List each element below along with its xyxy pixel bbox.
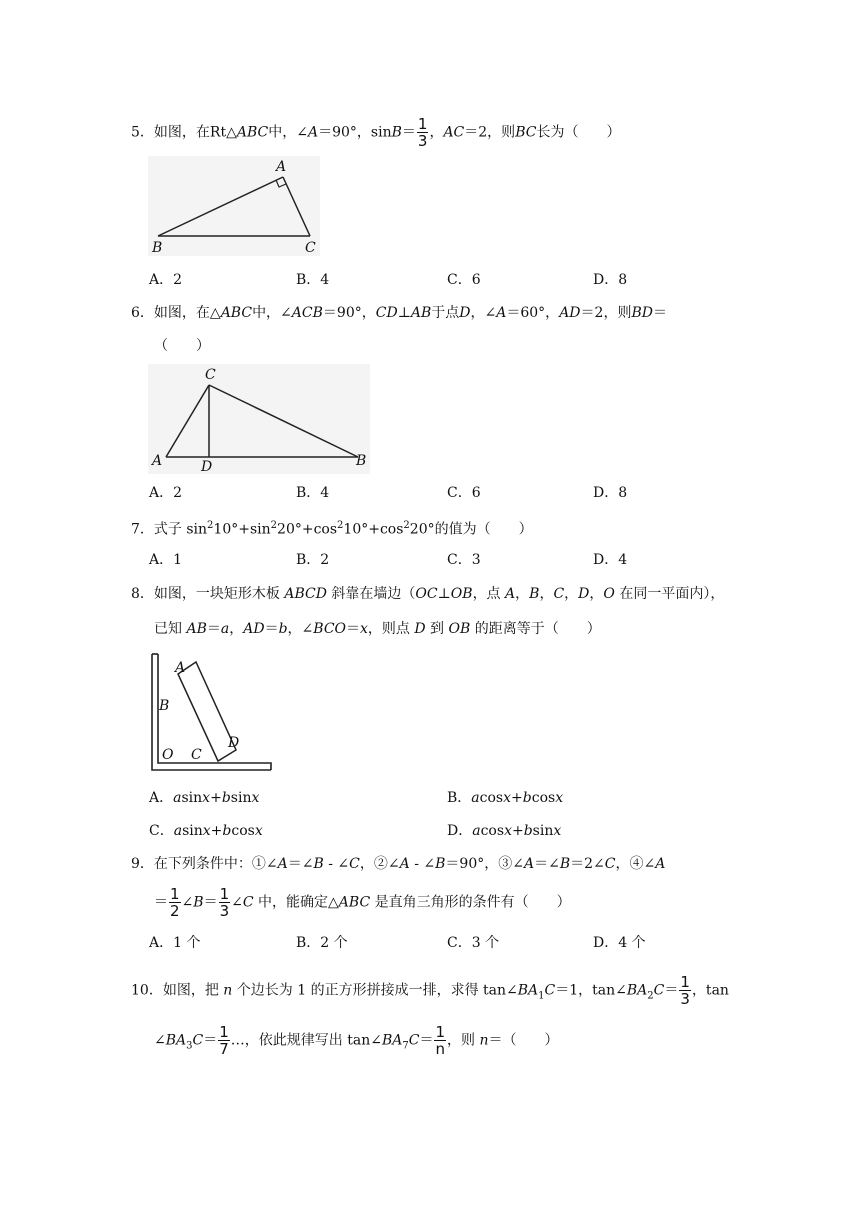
fraction-one-over-n: $\frac{1}{n}$ <box>435 1023 445 1058</box>
figure-board-against-wall <box>148 652 274 774</box>
q7-option-a[interactable]: A．1 <box>149 552 183 568</box>
q8-option-d[interactable]: D．acosx+bsinx <box>447 823 562 839</box>
label-o: O <box>162 747 174 763</box>
question-9-stem-line-2: ＝ $\frac{1}{2}$ ∠B＝ $\frac{1}{3}$ ∠C 中，能确定△ABC 是直角三角形的条件有（ ） <box>154 885 571 920</box>
question-7-stem: 7．式子 $\sin^210^\circ+\sin^220^\circ+\cos^210^\circ+\cos^220^\circ$的值为（ ） <box>131 520 533 538</box>
q5-option-b[interactable]: B．4 <box>296 272 330 288</box>
fraction-one-third: $\frac{1}{3}$ <box>219 885 230 920</box>
figure-right-triangle-abc <box>148 156 320 256</box>
q9-option-a[interactable]: A．1 个 <box>149 935 201 951</box>
q5-option-c[interactable]: C．6 <box>447 272 481 288</box>
label-b: B <box>356 453 367 469</box>
question-8-stem-line-2: 已知 AB＝a，AD＝b，∠BCO＝x，则点 D 到 OB 的距离等于（ ） <box>154 621 601 637</box>
q8-option-a[interactable]: A．asinx+bsinx <box>149 790 260 806</box>
q8-option-b[interactable]: B．acosx+bcosx <box>447 790 564 806</box>
question-6-answer-paren: （ ） <box>154 338 210 354</box>
fraction-one-third: $\frac{1}{3}$ <box>680 973 690 1008</box>
question-10-stem-line-1: 10．如图，把 n 个边长为 1 的正方形拼接成一排，求得 $\tan\angle BA_1C=1$，$\tan\angle BA_2C=$ $\frac{1}{3}$ ，tan <box>131 973 729 1008</box>
question-10-stem-line-2: $\angle BA_3C=$ $\frac{1}{7}$ …，依此规律写出 $\tan\angle BA_7C=$ $\frac{1}{n}$ ，则 n＝（ ） <box>154 1023 559 1058</box>
question-6-stem: 6．如图，在△ABC中，∠ACB＝90°，CD⊥AB于点D，∠A＝60°，AD＝2，则BD＝ <box>131 305 667 321</box>
question-8-stem-line-1: 8．如图，一块矩形木板 ABCD 斜靠在墙边（OC⊥OB，点 A，B，C，D，O 在同一平面内）， <box>131 586 725 602</box>
fraction-one-third: $\frac{1}{3}$ <box>417 115 428 150</box>
q5-option-a[interactable]: A．2 <box>149 272 183 288</box>
label-a: A <box>152 453 163 469</box>
q7-option-b[interactable]: B．2 <box>296 552 330 568</box>
label-d: D <box>228 735 240 751</box>
question-5-stem: 5．如图，在Rt△ABC中，∠A＝90°，sinB＝ $\frac{1}{3}$ ，AC＝2，则BC长为（ ） <box>131 115 621 150</box>
q9-option-c[interactable]: C．3 个 <box>447 935 500 951</box>
label-b: B <box>152 240 163 256</box>
label-a: A <box>175 660 186 676</box>
label-b: B <box>159 698 170 714</box>
label-a: A <box>276 159 287 175</box>
q7-option-d[interactable]: D．4 <box>593 552 628 568</box>
label-c: C <box>205 367 216 383</box>
q6-option-d[interactable]: D．8 <box>593 485 628 501</box>
q8-option-c[interactable]: C．asinx+bcosx <box>149 823 263 839</box>
q9-option-b[interactable]: B．2 个 <box>296 935 348 951</box>
q9-option-d[interactable]: D．4 个 <box>593 935 646 951</box>
q6-option-b[interactable]: B．4 <box>296 485 330 501</box>
q5-option-d[interactable]: D．8 <box>593 272 628 288</box>
fraction-one-seventh: $\frac{1}{7}$ <box>219 1023 229 1058</box>
figure-background <box>148 156 320 256</box>
figure-triangle-abc-altitude <box>148 364 370 474</box>
label-d: D <box>201 459 213 474</box>
q7-option-c[interactable]: C．3 <box>447 552 481 568</box>
label-c: C <box>191 747 202 763</box>
question-9-stem-line-1: 9．在下列条件中：①∠A＝∠B ‐ ∠C，②∠A ‐ ∠B＝90°，③∠A＝∠B＝2∠C，④∠A <box>131 856 666 872</box>
q6-option-c[interactable]: C．6 <box>447 485 481 501</box>
q6-option-a[interactable]: A．2 <box>149 485 183 501</box>
label-c: C <box>305 240 316 256</box>
fraction-one-half: $\frac{1}{2}$ <box>170 885 180 920</box>
